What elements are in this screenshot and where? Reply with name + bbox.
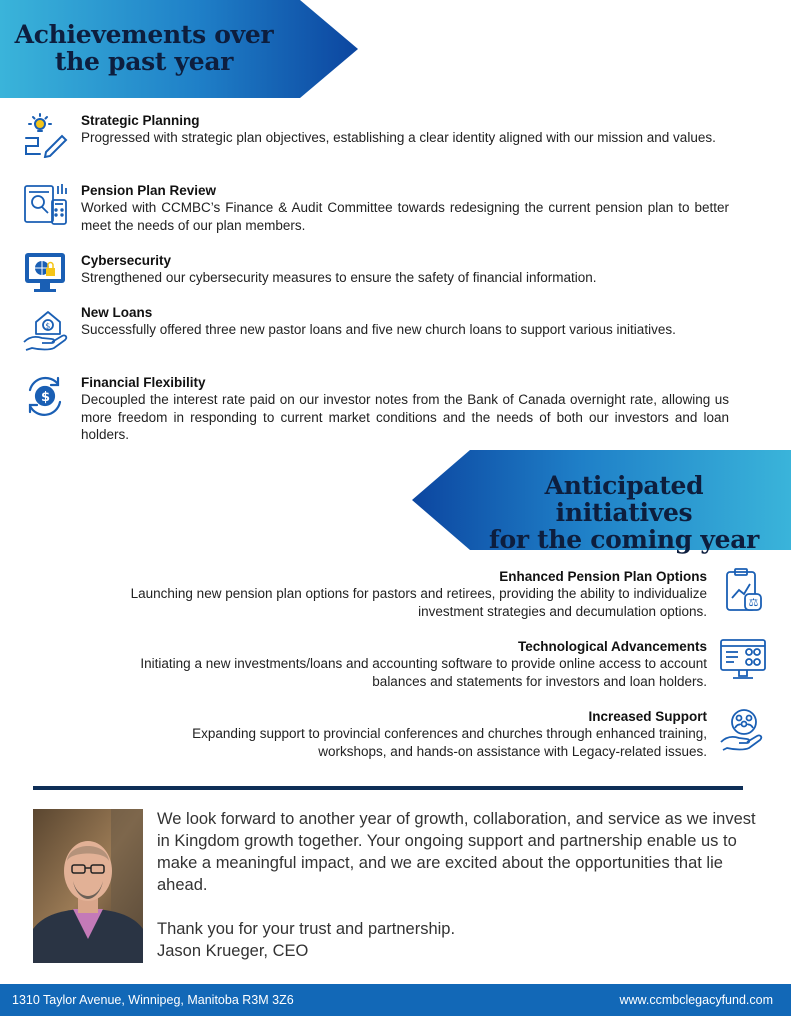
svg-text:$: $ xyxy=(41,390,51,405)
anticipated-banner xyxy=(412,450,791,554)
anticipated-heading-line2: for the coming year xyxy=(489,525,759,554)
dollar-cycle-icon xyxy=(22,374,72,420)
achievements-heading-line2: the past year xyxy=(54,47,234,76)
closing-signature: Jason Krueger, CEO xyxy=(157,942,309,960)
footer-bar xyxy=(0,984,791,1016)
anticipated-heading-line1: Anticipated initiatives xyxy=(544,471,704,527)
item-title: Increased Support xyxy=(588,709,707,724)
item-body: Strengthened our cybersecurity measures to ensure the safety of financial information. xyxy=(81,270,597,285)
footer-address: 1310 Taylor Avenue, Winnipeg, Manitoba R3M 3Z6 xyxy=(12,993,294,1007)
svg-text:⚖: ⚖ xyxy=(748,596,759,609)
svg-text:$: $ xyxy=(45,321,51,331)
closing-thanks: Thank you for your trust and partnership. xyxy=(157,920,456,938)
item-body-line: balances and statements for investors and loan holders. xyxy=(372,673,707,689)
report-calculator-icon xyxy=(22,182,72,228)
achievement-new-loans xyxy=(22,304,732,354)
monitor-lock-icon xyxy=(22,252,72,298)
footer-website-link[interactable]: www.ccmbclegacyfund.com xyxy=(619,993,773,1007)
closing-letter xyxy=(157,808,767,962)
hand-people-icon xyxy=(719,708,769,754)
item-title: New Loans xyxy=(81,305,153,320)
item-body xyxy=(27,725,707,760)
achievements-heading xyxy=(10,21,278,75)
hand-house-dollar-icon xyxy=(22,304,72,350)
achievements-banner xyxy=(0,0,360,98)
achievement-pension-plan-review xyxy=(22,182,732,232)
item-title: Pension Plan Review xyxy=(81,183,217,198)
item-title: Cybersecurity xyxy=(81,253,172,268)
achievement-cybersecurity xyxy=(22,252,732,294)
achievements-heading-line1: Achievements over xyxy=(14,20,274,49)
item-title: Financial Flexibility xyxy=(81,375,206,390)
item-title: Enhanced Pension Plan Options xyxy=(499,569,707,584)
section-divider xyxy=(33,786,743,790)
item-body-line: Launching new pension plan options for pastors and retirees, providing the ability to individualize xyxy=(130,586,707,601)
achievement-financial-flexibility xyxy=(22,374,732,444)
item-body: Progressed with strategic plan objectives, establishing a clear identity aligned with our mission and values. xyxy=(81,130,716,145)
item-body xyxy=(27,655,707,690)
achievement-strategic-planning xyxy=(22,112,732,162)
anticipated-heading xyxy=(474,472,774,553)
clipboard-chart-icon xyxy=(719,568,769,614)
item-body-line: Initiating a new investments/loans and accounting software to provide online access to account xyxy=(140,656,707,671)
item-body: Worked with CCMBC’s Finance & Audit Committee towards redesigning the current pension plan to better meet the needs of our plan members. xyxy=(81,200,729,233)
item-body-line: investment strategies and decumulation options. xyxy=(418,603,707,619)
initiative-pension-options xyxy=(29,568,769,624)
item-body: Successfully offered three new pastor loans and five new church loans to support various initiatives. xyxy=(81,322,676,337)
item-body xyxy=(27,585,707,620)
computer-network-icon xyxy=(719,638,769,684)
initiative-increased-support xyxy=(29,708,769,764)
lightbulb-plan-icon xyxy=(22,112,72,158)
ceo-photo xyxy=(33,809,143,963)
item-body-line: Expanding support to provincial conferences and churches through enhanced training, xyxy=(192,726,707,741)
item-title: Technological Advancements xyxy=(517,639,707,654)
initiative-tech-advancements xyxy=(29,638,769,694)
item-title: Strategic Planning xyxy=(81,113,200,128)
closing-paragraph: We look forward to another year of growth, collaboration, and service as we invest in Kingdom growth together. Your ongoing support and partnership enable us to make a meaningful impact, and we are excited about the opportunities that lie ahead. xyxy=(157,810,756,894)
item-body: Decoupled the interest rate paid on our investor notes from the Bank of Canada overnight rate, allowing us more freedom in responding to current market conditions and the needs of both our investors and loan holders. xyxy=(81,392,729,442)
item-body-line: workshops, and hands-on assistance with Legacy-related issues. xyxy=(318,743,707,759)
